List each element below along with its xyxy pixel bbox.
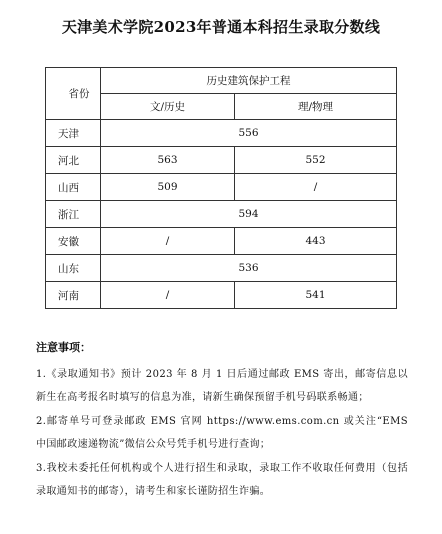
header-major: 历史建筑保护工程	[101, 68, 397, 94]
score-cell: 563	[101, 147, 235, 174]
table-row	[46, 147, 397, 174]
admission-score-table	[45, 67, 397, 309]
notes-list	[36, 363, 408, 503]
score-cell: 541	[235, 282, 397, 309]
header-col-history: 文/历史	[101, 94, 235, 120]
province-cell: 天津	[46, 120, 101, 147]
note-item: 2.邮寄单号可登录邮政 EMS 官网 https://www.ems.com.cn 或关注“EMS 中国邮政速递物流”微信公众号凭手机号进行查询；	[36, 415, 408, 451]
province-cell: 河北	[46, 147, 101, 174]
score-cell: 552	[235, 147, 397, 174]
score-cell: 594	[101, 201, 397, 228]
table-row	[46, 228, 397, 255]
note-item: 1.《录取通知书》预计 2023 年 8 月 1 日后通过邮政 EMS 寄出，邮寄信息以新生在高考报名时填写的信息为准，请新生确保预留手机号码联系畅通；	[36, 369, 408, 404]
table-row	[46, 174, 397, 201]
score-cell: 556	[101, 120, 397, 147]
header-province: 省份	[46, 68, 101, 120]
province-cell: 浙江	[46, 201, 101, 228]
score-cell: 443	[235, 228, 397, 255]
score-cell: /	[235, 174, 397, 201]
score-cell: /	[101, 228, 235, 255]
notes-heading: 注意事项：	[36, 341, 91, 354]
province-cell: 安徽	[46, 228, 101, 255]
table-row	[46, 201, 397, 228]
header-col-physics: 理/物理	[235, 94, 397, 120]
province-cell: 河南	[46, 282, 101, 309]
score-cell: 536	[101, 255, 397, 282]
score-cell: 509	[101, 174, 235, 201]
note-item: 3.我校未委托任何机构或个人进行招生和录取，录取工作不收取任何费用（包括录取通知书的邮寄），请考生和家长谨防招生诈骗。	[36, 462, 408, 498]
province-cell: 山西	[46, 174, 101, 201]
page-title: 天津美术学院2023年普通本科招生录取分数线	[61, 18, 381, 36]
province-cell: 山东	[46, 255, 101, 282]
table-row	[46, 120, 397, 147]
table-row	[46, 255, 397, 282]
table-row	[46, 282, 397, 309]
score-cell: /	[101, 282, 235, 309]
